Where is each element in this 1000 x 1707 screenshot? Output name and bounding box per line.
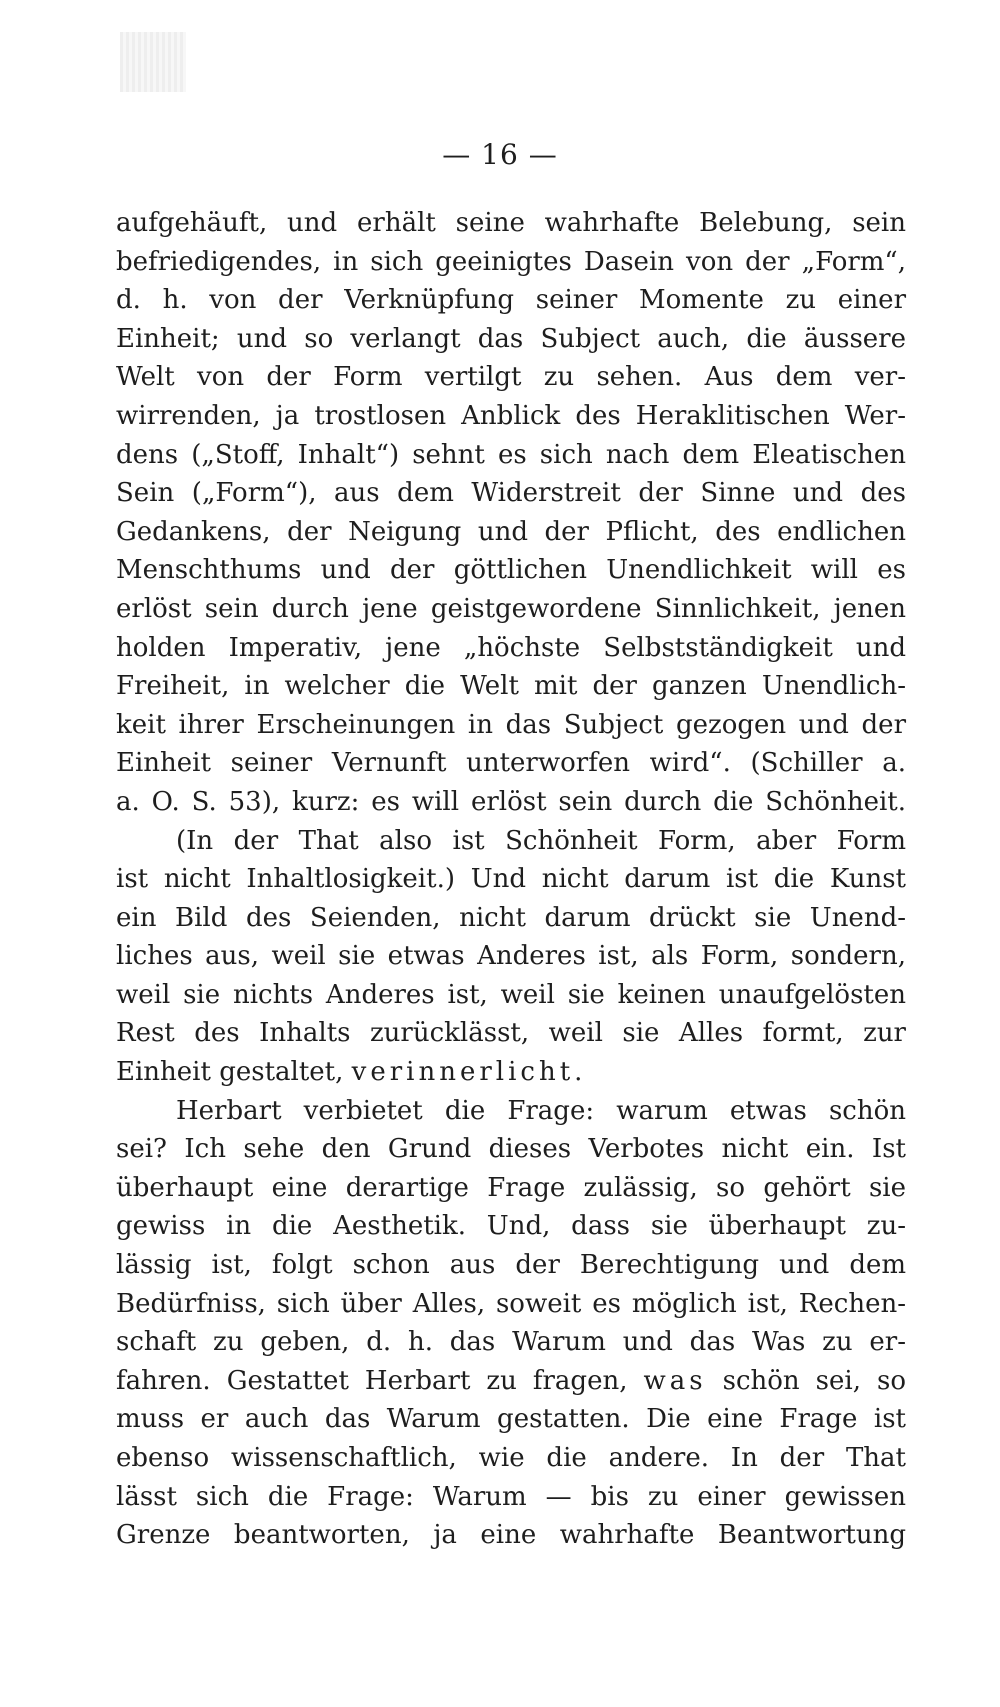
text-line: überhaupt eine derartige Frage zulässig, so gehört sie [116,1172,906,1203]
text-run: Einheit gestaltet, [116,1057,344,1088]
paragraph-start-line: Herbart verbietet die Frage: warum etwas schön [176,1095,906,1126]
text-line: Sein („Form“), aus dem Widerstreit der Sinne und des [116,478,906,509]
paragraph-start-line: (In der That also ist Schönheit Form, aber Form [176,825,906,856]
text-line: d. h. von der Verknüpfung seiner Momente zu einer [116,285,906,316]
text-line: keit ihrer Erscheinungen in das Subject gezogen und der [116,709,906,740]
scan-smudge [120,32,186,92]
text-line [116,1362,906,1401]
text-line: gewiss in die Aesthetik. Und, dass sie überhaupt zu- [116,1211,906,1242]
text-line: lässig ist, folgt schon aus der Berechtigung und dem [116,1250,906,1281]
text-run: fahren. Gestattet Herbart zu fragen, [116,1365,628,1396]
text-line: Menschthums und der göttlichen Unendlichkeit will es [116,555,906,586]
text-line: erlöst sein durch jene geistgewordene Sinnlichkeit, jenen [116,593,906,624]
text-line: muss er auch das Warum gestatten. Die eine Frage ist [116,1404,906,1435]
text-line: Einheit; und so verlangt das Subject auch, die äussere [116,323,906,354]
text-line: Welt von der Form vertilgt zu sehen. Aus dem ver- [116,362,906,393]
text-line: holden Imperativ, jene „höchste Selbstständigkeit und [116,632,906,663]
text-line: liches aus, weil sie etwas Anderes ist, als Form, sondern, [116,941,906,972]
body-text [116,204,906,1555]
text-line: Freiheit, in welcher die Welt mit der ganzen Unendlich- [116,671,906,702]
text-line [116,1053,906,1092]
text-line: schaft zu geben, d. h. das Warum und das Was zu er- [116,1327,906,1358]
text-line: Gedankens, der Neigung und der Pflicht, des endlichen [116,516,906,547]
text-line: ebenso wissenschaftlich, wie die andere. In der That [116,1443,906,1473]
text-line: dens („Stoff, Inhalt“) sehnt es sich nach dem Eleatischen [116,439,906,470]
text-line: Bedürfniss, sich über Alles, soweit es möglich ist, Rechen- [116,1288,906,1319]
emphasis-spaced: verinnerlicht. [351,1057,587,1088]
text-line: ist nicht Inhaltlosigkeit.) Und nicht darum ist die Kunst [116,864,906,895]
text-line: Grenze beantworten, ja eine wahrhafte Beantwortung [116,1520,906,1551]
text-line: Rest des Inhalts zurücklässt, weil sie Alles formt, zur [116,1018,906,1049]
text-line: sei? Ich sehe den Grund dieses Verbotes nicht ein. Ist [116,1134,906,1165]
text-run: schön sei, so [722,1365,907,1396]
text-line: Einheit seiner Vernunft unterworfen wird“. (Schiller a. [116,748,906,779]
text-line: ein Bild des Seienden, nicht darum drückt sie Unend- [116,902,906,933]
text-line: weil sie nichts Anderes ist, weil sie keinen unaufgelösten [116,979,906,1010]
text-line: aufgehäuft, und erhält seine wahrhafte Belebung, sein [116,208,906,238]
text-line: lässt sich die Frage: Warum — bis zu einer gewissen [116,1481,906,1512]
text-line: wirrenden, ja trostlosen Anblick des Heraklitischen Wer- [116,400,906,431]
text-line: befriedigendes, in sich geeinigtes Dasein von der „Form“, [116,246,906,277]
emphasis-spaced: was [643,1365,707,1396]
page-number: — 16 — [442,138,558,171]
text-line: a. O. S. 53), kurz: es will erlöst sein durch die Schönheit. [116,786,906,817]
